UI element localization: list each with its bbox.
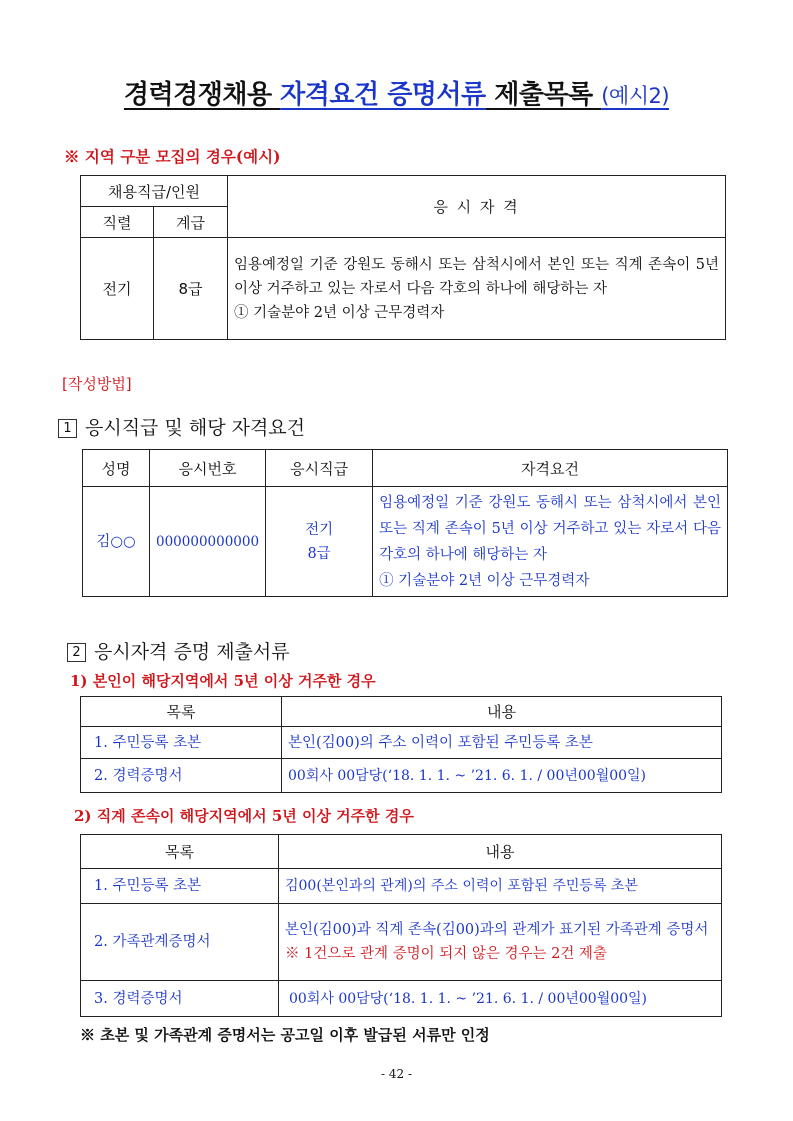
case1-heading: 1) 본인이 해당지역에서 5년 이상 거주한 경우: [70, 672, 376, 690]
col-job-header: 채용직급/인원: [81, 176, 228, 207]
applicant-number: 000000000000: [150, 487, 266, 597]
case1-row2-item: 2. 경력증명서: [81, 759, 282, 793]
example-note: ※ 지역 구분 모집의 경우(예시): [64, 147, 281, 166]
applicant-qual-text: 임용예정일 기준 강원도 동해시 또는 삼척시에서 본인 또는 직계 존속이 5년 이상 거주하고 있는 자로서 다음 각호의 하나에 해당하는 자: [379, 494, 721, 563]
case2-row3-item: 3. 경력증명서: [81, 981, 279, 1017]
case2-row2-note: ※ 1건으로 관계 증명이 되지 않은 경우는 2건 제출: [285, 946, 607, 962]
page-title: [0, 74, 793, 111]
case1-table: [80, 696, 722, 793]
applicant-name: 김○○: [83, 487, 150, 597]
page-number: - 42 -: [380, 1067, 412, 1081]
section2-title: 응시자격 증명 제출서류: [94, 641, 290, 663]
qual-cell: [228, 238, 726, 340]
col-grade-header: 계급: [154, 207, 228, 238]
qualification-table: [80, 175, 726, 340]
case2-heading: 2) 직계 존속이 해당지역에서 5년 이상 거주한 경우: [74, 807, 414, 825]
case2-content-header: 내용: [279, 835, 722, 869]
method-label: [작성방법]: [62, 375, 132, 393]
applicant-grade: [266, 487, 373, 597]
applicant-table: [82, 449, 728, 597]
case2-table: [80, 834, 722, 1017]
col-qual-header: 응 시 자 격: [228, 176, 726, 238]
section1-title: 응시직급 및 해당 자격요건: [85, 417, 306, 439]
col-number-header: 응시번호: [150, 450, 266, 487]
col-qual-header: 자격요건: [373, 450, 728, 487]
applicant-qual-item: ① 기술분야 2년 이상 근무경력자: [379, 572, 590, 589]
case2-row2-cell: [279, 904, 722, 981]
section2-heading: [67, 637, 290, 664]
grade-line2: 8급: [307, 545, 331, 562]
case2-row2-content: 본인(김00)과 직계 존속(김00)과의 관계가 표기된 가족관계 증명서: [285, 922, 709, 938]
case2-row2-item: 2. 가족관계증명서: [81, 904, 279, 981]
case1-content-header: 내용: [282, 697, 722, 727]
grade-value: 8급: [154, 238, 228, 340]
case1-row1-content: 본인(김00)의 주소 이력이 포함된 주민등록 초본: [282, 727, 722, 759]
case1-row1-item: 1. 주민등록 초본: [81, 727, 282, 759]
case2-list-header: 목록: [81, 835, 279, 869]
section2-number: 2: [67, 643, 86, 662]
title-part1: 경력경쟁채용: [123, 80, 281, 110]
title-part3: 제출목록: [485, 80, 602, 110]
title-part4: (예시2): [601, 84, 670, 108]
case2-row1-content: 김00(본인과의 관계)의 주소 이력이 포함된 주민등록 초본: [279, 869, 722, 904]
case1-row2-content: 00회사 00담당(‘18. 1. 1. ~ ’21. 6. 1. / 00년00월00일): [282, 759, 722, 793]
grade-line1: 전기: [305, 521, 334, 538]
col-series-header: 직렬: [81, 207, 154, 238]
series-value: 전기: [81, 238, 154, 340]
qual-item: ① 기술분야 2년 이상 근무경력자: [234, 304, 445, 321]
col-name-header: 성명: [83, 450, 150, 487]
case2-row3-content: 00회사 00담당(‘18. 1. 1. ~ ’21. 6. 1. / 00년00월00일): [279, 981, 722, 1017]
col-grade-header: 응시직급: [266, 450, 373, 487]
applicant-qual: [373, 487, 728, 597]
case2-row1-item: 1. 주민등록 초본: [81, 869, 279, 904]
title-part2: 자격요건 증명서류: [280, 80, 486, 110]
section1-number: 1: [58, 419, 77, 438]
case1-list-header: 목록: [81, 697, 282, 727]
qual-text: 임용예정일 기준 강원도 동해시 또는 삼척시에서 본인 또는 직계 존속이 5년 이상 거주하고 있는 자로서 다음 각호의 하나에 해당하는 자: [234, 256, 719, 297]
section1-heading: [58, 413, 305, 440]
footnote: ※ 초본 및 가족관계 증명서는 공고일 이후 발급된 서류만 인정: [80, 1026, 490, 1044]
